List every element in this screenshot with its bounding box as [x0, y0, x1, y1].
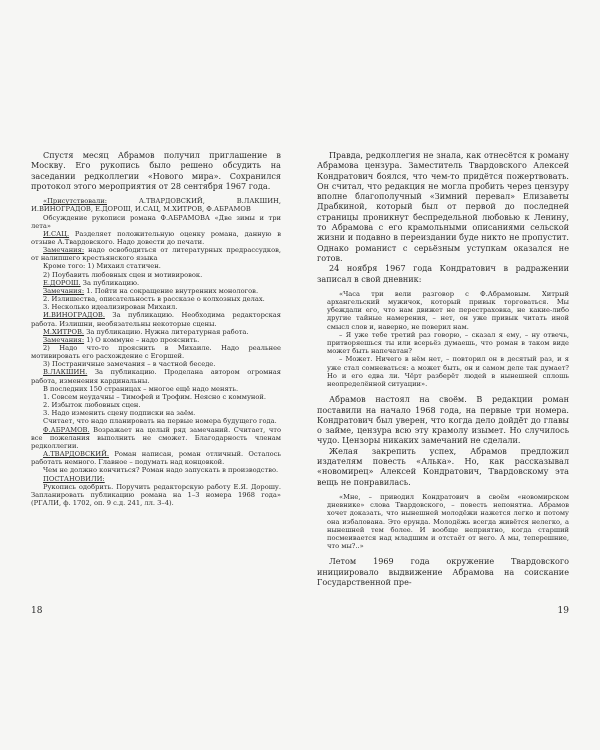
protocol-line: [31, 385, 281, 393]
protocol-line: [31, 295, 281, 303]
body-paragraph: Абрамов настоял на своём. В редакции роман поставили на начало 1968 года, на первые три номера. Кондратович был уверен, что когда дело дойдёт до главы о займе, цензура всю эту крамолу изымет. Но случилось чудо. Цензоры никаких замечаний не сделали.: [317, 394, 569, 446]
body-paragraph: Правда, редколлегия не знала, как отнесётся к роману Абрамова цензура. Заместитель Твардовского Алексей Кондратович боялся, что чем-то придётся пожертвовать. Он считал, что редакция не могла пробить через цензуру вполне благополучный «Зимний перевал» Елизаветы Драбкиной, который был от первой до последней страницы проникнут беспредельной любовью к Ленину, то Абрамова с его крамольными описаниями сельской жизни и подавно в переиздании буде никто не пропустит. Однако романист с серьёзным уступкам оказался не готов.: [317, 150, 569, 263]
protocol-speaker: В.ЛАКШИН.: [43, 368, 88, 377]
protocol-text: надо освободиться от литературных предрассудков, от налипшего крестьянского языка: [31, 246, 281, 263]
protocol-text: 1. Пойти на сокращение внутренних монологов.: [84, 286, 259, 295]
protocol-line: [31, 311, 281, 327]
protocol-text: Обсуждение рукописи романа Ф.АБРАМОВА «Две зимы и три лета»: [31, 213, 281, 230]
protocol-speaker: А.ТВАРДОВСКИЙ.: [43, 450, 110, 459]
protocol-text: 1. Совсем неудачны – Тимофей и Трофим. Неясно с коммуной.: [43, 392, 266, 401]
protocol-text: В последних 150 страницах – многое ещё надо менять.: [43, 384, 239, 393]
quote-paragraph: – Может. Ничего в нём нет, – повторил он в десятый раз, и я уже стал сомневаться: а может быть, он и самом деле так думает? Но и его едва ли. Чёрт разберёт людей в нынешней сплошь неопределённой ситуации».: [327, 355, 569, 389]
protocol-text: Считает, что надо планировать на первые номера будущего года.: [43, 417, 277, 426]
quote-paragraph: «Часа три вели разговор с Ф.Абрамовым. Хитрый архангельский мужичок, который привык торговаться. Мы убеждали его, что нам движет не перестраховка, не какие-либо другие тайные намерения, – нет, он уже привык читать иной смысл слов и, наверно, не поверил нам.: [327, 289, 569, 331]
protocol-text: Рукопись одобрить. Поручить редакторскую работу Е.Я. Дорошу. Запланировать публикацию романа на 1–3 номера 1968 года» (РГАЛИ, ф. 1702, оп. 9 с.д. 241, лл. 3–4).: [31, 482, 281, 507]
protocol-line: [31, 230, 281, 246]
protocol-speaker: «Присутствовали:: [43, 197, 107, 206]
protocol-line: [31, 287, 281, 295]
protocol-text: Кроме того: 1) Михаил статичен.: [43, 262, 161, 271]
protocol-text: 2. Избыток любовных сцен.: [43, 401, 141, 410]
protocol-line: [31, 214, 281, 230]
protocol-line: [31, 409, 281, 417]
protocol-speaker: Ф.АБРАМОВ.: [43, 425, 90, 434]
right-column: [317, 150, 569, 587]
protocol-text: За публикацию. Необходима редакторская работа. Излишни, необязательны некоторые сцены.: [31, 311, 281, 328]
protocol-line: [31, 303, 281, 311]
protocol-text: За публикацию. Нужна литературная работа.: [84, 327, 249, 336]
protocol-text: 2. Излишества, описательность в рассказе о колхозных делах.: [43, 295, 265, 304]
protocol-speaker: Замечания:: [43, 246, 85, 255]
protocol-speaker: Замечания:: [43, 286, 85, 295]
protocol-line: [31, 393, 281, 401]
right-page: [300, 0, 600, 750]
protocol-text: 3. Несколько идеализирован Михаил.: [43, 303, 178, 312]
protocol-line: [31, 368, 281, 384]
quote-paragraph: «Мне, – приводил Кондратович в своём «новомирском дневнике» слова Твардовского, – повесть непонятна. Абрамов хочет доказать, что нынешней молодёжи нажется легко и потому она избалована. Это ерунда. Молодёжь всегда живётся нелегко, а нынешней тем более. И вообще неприятно, когда старший посмеивается над младшим и отстаёт от него. А мы, теперешние, что мы?..»: [327, 492, 569, 551]
protocol-line: [31, 262, 281, 270]
protocol-text: Разделяет положительную оценку романа, данную в отзыве А.Твардовского. Надо довести до печати.: [31, 229, 281, 246]
protocol-speaker: Замечания:: [43, 335, 85, 344]
protocol-document: [31, 197, 281, 507]
protocol-speaker: И.САЦ.: [43, 229, 70, 238]
protocol-text: За публикацию. Проделана автором огромная работа, изменения кардинальны.: [31, 368, 281, 385]
protocol-text: Роман написан, роман отличный. Осталось работать немного. Главное – подумать над концовкой.: [31, 450, 281, 467]
quote-paragraph: – Я уже тебе третий раз говорю, – сказал я ему, – ну отвечь, притворяешься ты или всерьёз думаешь, что роман в таком виде может быть напечатан?: [327, 330, 569, 356]
protocol-line: [31, 417, 281, 425]
protocol-line: [31, 466, 281, 474]
protocol-text: Чем не должно кончиться? Роман надо запускать в производство.: [43, 466, 279, 475]
protocol-line: [31, 336, 281, 344]
protocol-line: [31, 426, 281, 450]
protocol-text: А.ТВАРДОВСКИЙ, В.ЛАКШИН, И.ВИНОГРАДОВ, Е.ДОРОШ, И.САЦ, М.ХИТРОВ, Ф.АБРАМОВ: [31, 197, 281, 214]
protocol-text: 1) О коммуне – надо прояснить.: [84, 335, 200, 344]
page-number-right: 19: [557, 606, 569, 616]
body-paragraph: Летом 1969 года окружение Твардовского инициировало выдвижение Абрамова на соискание Государственной пре-: [317, 556, 569, 587]
protocol-line: [31, 450, 281, 466]
protocol-speaker: М.ХИТРОВ.: [43, 327, 85, 336]
protocol-line: [31, 401, 281, 409]
protocol-speaker: Е.ДОРОШ.: [43, 278, 81, 287]
protocol-text: 2) Поубавить любовных сцен и мотивировок.: [43, 270, 203, 279]
protocol-text: Возражает на целый ряд замечаний. Считает, что все пожелания выполнить не сможет. Благодарность членам редколлегии.: [31, 425, 281, 450]
protocol-line: [31, 271, 281, 279]
protocol-text: 3) Постраничные замечания – в частной беседе.: [43, 360, 216, 369]
protocol-line: [31, 246, 281, 262]
protocol-text: За публикацию.: [80, 278, 140, 287]
page-number-left: 18: [31, 606, 43, 616]
left-column: [31, 150, 281, 507]
protocol-line: [31, 483, 281, 507]
intro-paragraph: Спустя месяц Абрамов получил приглашение в Москву. Его рукопись было решено обсудить на заседании редколлегии «Нового мира». Сохранился протокол этого мероприятия от 28 сентября 1967 года.: [31, 150, 281, 191]
protocol-line: [31, 360, 281, 368]
protocol-text: 3. Надо изменить сцену подписки на заём.: [43, 409, 196, 418]
protocol-line: [31, 279, 281, 287]
protocol-line: [31, 197, 281, 213]
protocol-line: [31, 344, 281, 360]
body-paragraph: 24 ноября 1967 года Кондратович в радражении записал в свой дневник:: [317, 263, 569, 284]
protocol-speaker: ПОСТАНОВИЛИ:: [43, 474, 105, 483]
protocol-line: [31, 328, 281, 336]
protocol-speaker: И.ВИНОГРАДОВ.: [43, 311, 105, 320]
protocol-text: 2) Надо что-то прояснить в Михаиле. Надо реальнее мотивировать его расхождение с Егоршей.: [31, 344, 281, 361]
protocol-line: [31, 475, 281, 483]
body-paragraph: Желая закрепить успех, Абрамов предложил издателям повесть «Алька». Но, как рассказывал «новомирец» Алексей Кондратович, Твардовскому эта вещь не понравилась.: [317, 445, 569, 487]
